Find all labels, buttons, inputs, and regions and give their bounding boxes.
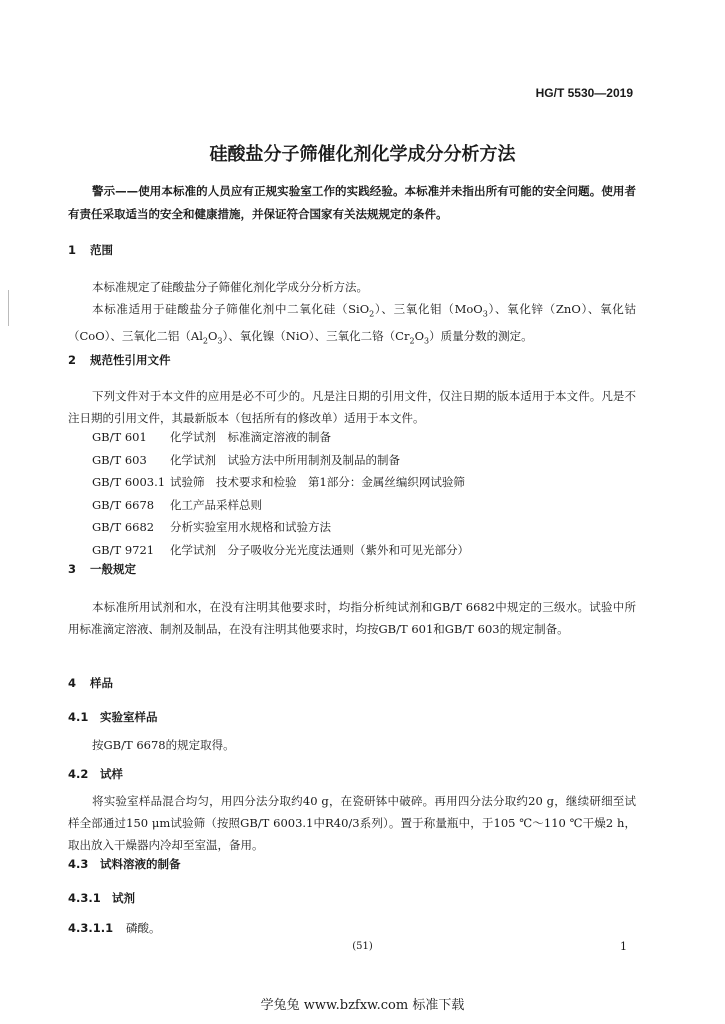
reference-title: 化学试剂 分子吸收分光光度法通则（紫外和可见光部分） — [170, 542, 469, 557]
subscript: 3 — [424, 336, 430, 346]
general-paragraph: 本标准所用试剂和水，在没有注明其他要求时，均指分析纯试剂和GB/T 6682中规定的三级水。试验中所用标准滴定溶液、制剂及制品，在没有注明其他要求时，均按GB/T 601和GB/T 603的规定制备。 — [68, 600, 636, 636]
subsection-heading-lab-sample — [68, 709, 158, 725]
scan-artifact — [8, 290, 9, 326]
lab-sample-paragraph: 按GB/T 6678的规定取得。 — [92, 738, 235, 752]
section-title: 规范性引用文件 — [90, 353, 171, 367]
page-sequence: (51) — [352, 941, 373, 952]
footer-watermark: 学兔兔 www.bzfxw.com 标准下载 — [260, 998, 465, 1013]
text-run: 本标准适用于硅酸盐分子筛催化剂中二氧化硅（SiO — [92, 302, 370, 316]
subscript: 3 — [482, 309, 488, 319]
section-number: 4.3.1 — [68, 891, 101, 905]
reference-list — [92, 426, 469, 561]
section-number: 4.3 — [68, 857, 89, 871]
reference-code: GB/T 9721 — [92, 542, 155, 557]
section-number: 2 — [68, 353, 77, 367]
section-title: 试样 — [100, 767, 123, 781]
standard-code: HG/T 5530—2019 — [535, 86, 633, 100]
section-number: 4.1 — [68, 710, 89, 724]
section-title: 试料溶液的制备 — [100, 857, 181, 871]
section-number: 1 — [68, 243, 77, 257]
section-heading-general — [68, 561, 136, 577]
reference-item — [92, 449, 469, 472]
section-number: 4 — [68, 676, 77, 690]
reference-item — [92, 426, 469, 449]
section-heading-normative-references — [68, 352, 171, 368]
subscript: 2 — [369, 309, 375, 319]
section-title: 实验室样品 — [100, 710, 158, 724]
reference-title: 分析实验室用水规格和试验方法 — [170, 520, 331, 534]
reference-title: 化学试剂 试验方法中所用制剂及制品的制备 — [170, 452, 400, 467]
safety-warning: 警示——使用本标准的人员应有正规实验室工作的实践经验。本标准并未指出所有可能的安全问题。使用者有责任采取适当的安全和健康措施，并保证符合国家有关法规规定的条件。 — [68, 184, 636, 221]
reference-code: GB/T 601 — [92, 430, 147, 444]
reference-code: GB/T 6682 — [92, 520, 155, 534]
text-run: ）质量分数的测定。 — [429, 329, 533, 344]
section-number: 4.2 — [68, 767, 89, 781]
reference-title: 试验筛 技术要求和检验 第1部分：金属丝编织网试验筛 — [170, 475, 465, 489]
reference-item — [92, 539, 469, 562]
section-title: 试剂 — [112, 891, 135, 905]
section-number: 4.3.1.1 — [68, 921, 114, 935]
subsection-heading-reagents — [68, 890, 135, 906]
text-run: O — [207, 329, 218, 344]
document-title: 硅酸盐分子筛催化剂化学成分分析方法 — [209, 144, 516, 165]
text-run: O — [414, 329, 425, 344]
reference-code: GB/T 6678 — [92, 497, 155, 512]
reference-code: GB/T 603 — [92, 452, 147, 467]
subscript: 2 — [202, 336, 208, 346]
section-heading-scope — [68, 242, 113, 258]
section-heading-samples — [68, 675, 113, 691]
test-sample-paragraph: 将实验室样品混合均匀，用四分法分取约40 g，在瓷研钵中破碎。再用四分法分取约20 g，继续研细至试样全部通过150 μm试验筛（按照GB/T 6003.1中R40/3系列）。置于称量瓶中，于105 ℃～110 ℃干燥2 h，取出放入干燥器内冷却至室温，备用。 — [68, 794, 636, 852]
text-run: ）、氧化镍（NiO）、三氧化二铬（Cr — [222, 329, 410, 344]
reference-title: 化学试剂 标准滴定溶液的制备 — [170, 430, 331, 444]
section-number: 3 — [68, 562, 77, 576]
text-run: ）、三氧化钼（MoO — [374, 302, 483, 316]
section-title: 样品 — [90, 676, 113, 690]
subscript: 2 — [409, 336, 415, 346]
page-number: 1 — [620, 940, 627, 953]
subsection-heading-test-sample — [68, 766, 123, 782]
reference-title: 化工产品采样总则 — [170, 497, 262, 512]
subsection-heading-solution-prep — [68, 856, 181, 872]
references-intro: 下列文件对于本文件的应用是必不可少的。凡是注日期的引用文件，仅注日期的版本适用于本文件。凡是不注日期的引用文件，其最新版本（包括所有的修改单）适用于本文件。 — [68, 389, 636, 425]
scope-paragraph-2 — [68, 298, 636, 353]
section-title: 范围 — [90, 243, 113, 257]
section-title: 一般规定 — [90, 562, 136, 576]
reference-item — [92, 494, 469, 517]
text-run: ）、氧化锌（ZnO）、氧化钴（CoO）、三氧化二铝（Al — [68, 302, 636, 344]
reference-code: GB/T 6003.1 — [92, 475, 166, 489]
reference-item — [92, 471, 469, 494]
subscript: 3 — [217, 336, 223, 346]
reagent-item — [68, 920, 161, 936]
reference-item — [92, 516, 469, 539]
scope-paragraph-1: 本标准规定了硅酸盐分子筛催化剂化学成分分析方法。 — [92, 280, 368, 294]
reagent-text: 磷酸。 — [126, 921, 161, 935]
